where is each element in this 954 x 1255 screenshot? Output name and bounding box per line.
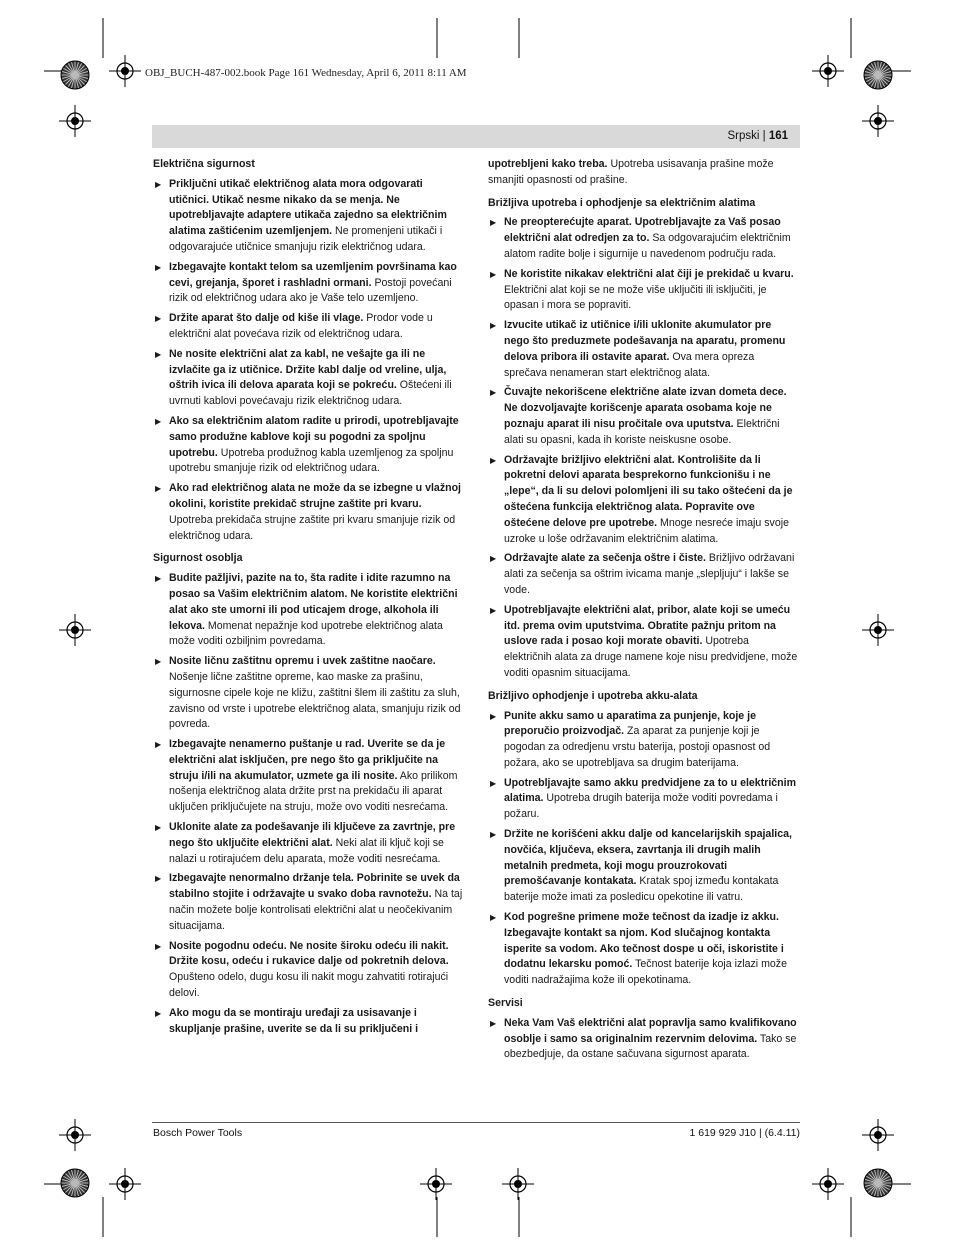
left-text-column — [153, 157, 464, 1041]
print-slug-line: OBJ_BUCH-487-002.book Page 161 Wednesday, April 6, 2011 8:11 AM — [145, 67, 467, 79]
footer-doc-code: 1 619 929 J10 | (6.4.11) — [689, 1127, 800, 1139]
page-number: 161 — [768, 130, 788, 142]
instruction-text: Ova mera opreza sprečava nenameran start električnog alata. — [504, 350, 755, 379]
bullet-arrow-icon: ▶ — [490, 218, 497, 228]
instruction-bold: Upotrebljavajte električni alat, pribor, alate koji se umeću itd. prema ovim uputstvima. Obratite pažnju pritom na uslove rada i posao koji morate obaviti. — [504, 603, 791, 648]
bullet-arrow-icon: ▶ — [155, 941, 162, 951]
bullet-arrow-icon: ▶ — [155, 657, 162, 667]
page-header-text — [727, 130, 788, 142]
bullet-arrow-icon: ▶ — [155, 823, 162, 833]
safety-instruction — [488, 267, 799, 314]
instruction-text: Momenat nepažnje kod upotrebe električnog alata može voditi ozbiljnim povredama. — [169, 619, 443, 648]
instruction-text: Tako se obezbedjuje, da ostane sačuvana sigurnost aparata. — [504, 1032, 797, 1061]
registration-dot — [432, 1180, 440, 1188]
bullet-arrow-icon: ▶ — [490, 830, 497, 840]
footer-publisher: Bosch Power Tools — [153, 1127, 243, 1139]
registration-dot — [874, 626, 882, 634]
safety-instruction — [488, 709, 799, 772]
instruction-text: Električni alat koji se ne može više uključiti ili isključiti, je opasan i mora se popraviti. — [504, 283, 767, 312]
bullet-arrow-icon: ▶ — [155, 314, 162, 324]
page-header-bar — [152, 125, 800, 148]
bullet-arrow-icon: ▶ — [490, 1018, 497, 1028]
instruction-bold: Izbegavajte nenormalno držanje tela. Pobrinite se uvek da stabilno stojite i održavajte u svako doba ravnotežu. — [169, 872, 460, 901]
instruction-bold: Neka Vam Vaš električni alat popravlja samo kvalifikovano osoblje i samo sa originalnim rezervnim delovima. — [504, 1016, 797, 1045]
instruction-text: Postoji povećani rizik od električnog udara ako je Vaše telo uzemljeno. — [169, 276, 452, 305]
instruction-bold: Ako mogu da se montiraju uređaji za usisavanje i skupljanje prašine, uverite se da li su priključeni i — [169, 1006, 419, 1035]
instruction-bold: Izbegavajte kontakt telom sa uzemljenim površinama kao cevi, grejanja, šporet i rashladni ormani. — [169, 260, 457, 289]
instruction-bold: Punite akku samo u aparatima za punjenje, koje je preporučio proizvodjač. — [504, 709, 756, 738]
instruction-bold: Nosite ličnu zaštitnu opremu i uvek zaštitne naočare. — [169, 655, 436, 668]
bullet-arrow-icon: ▶ — [155, 574, 162, 584]
instruction-bold: Ne preopterećujte aparat. Upotrebljavajte za Vaš posao električni alat odredjen za to. — [504, 216, 781, 245]
safety-instruction — [153, 311, 464, 343]
instruction-text: Upotreba usisavanja prašine može smanjiti opasnosti od prašine. — [488, 158, 774, 186]
instruction-bold: Ako rad električnog alata ne može da se izbegne u vlažnoj okolini, koristite prekidač strujne zaštite pri kvaru. — [169, 482, 462, 510]
registration-dot — [121, 1180, 129, 1188]
header-separator: | — [762, 130, 766, 142]
bullet-arrow-icon: ▶ — [490, 605, 497, 615]
safety-instruction — [488, 776, 799, 823]
instruction-text: Tečnost baterije koja izlazi može voditi nadražajima kože ili opekotinama. — [504, 958, 787, 987]
bullet-arrow-icon: ▶ — [490, 321, 497, 331]
bullet-arrow-icon: ▶ — [155, 349, 162, 359]
registration-dot — [71, 117, 79, 125]
registration-dot — [71, 626, 79, 634]
safety-instruction — [153, 481, 464, 544]
instruction-text: Upotreba električnih alata za druge namene koje nisu predvidjene, može voditi opasnim situacijama. — [504, 635, 798, 679]
bullet-arrow-icon: ▶ — [155, 416, 162, 426]
instruction-text: Brižljivo održavani alati za sečenja sa oštrim ivicama manje „slepljuju“ i lakše se vode. — [504, 552, 795, 596]
instruction-bold: Držite aparat što dalje od kiše ili vlage. — [169, 312, 364, 325]
safety-instruction — [488, 603, 799, 682]
bullet-arrow-icon: ▶ — [490, 455, 497, 465]
bullet-arrow-icon: ▶ — [490, 778, 497, 788]
safety-instruction — [488, 827, 799, 906]
registration-dot — [824, 1180, 832, 1188]
safety-instruction — [488, 1016, 799, 1063]
instruction-text: Električni alati su opasni, kada ih koriste neiskusne osobe. — [504, 417, 780, 446]
footer-rule — [152, 1122, 800, 1123]
safety-instruction — [153, 820, 464, 867]
safety-instruction — [153, 177, 464, 256]
instruction-text: Neki alat ili ključ koji se nalazi u rotirajućem delu aparata, može voditi nesrećama. — [169, 836, 444, 865]
instruction-bold: Priključni utikač električnog alata mora odgovarati utičnici. Utikač nesme nikako da se menja. Ne upotrebljavajte adaptere utikača zajedno sa električnim alatima zaštićenim uzemljenjem. — [169, 177, 447, 238]
header-language: Srpski — [727, 130, 760, 142]
registration-dot — [874, 1131, 882, 1139]
instruction-text: Na taj način možete bolje kontrolisati električni alat u neočekivanim situacijama. — [169, 888, 463, 932]
safety-instruction — [153, 939, 464, 1002]
instruction-bold: Izvucite utikač iz utičnice i/ili uklonite akumulator pre nego što preduzmete podešavanja na aparatu, promenu delova pribora ili ostavite aparat. — [504, 319, 786, 363]
safety-instruction — [153, 871, 464, 934]
instruction-continuation — [488, 157, 799, 189]
section-heading: Sigurnost osoblja — [153, 552, 243, 565]
instruction-text: Sa odgovarajućim električnim alatom radite bolje i sigurnije u navedenom području rada. — [504, 232, 791, 260]
instruction-bold: Budite pažljivi, pazite na to, šta radite i idite razumno na posao sa Vašim električnim alatom. Ne koristite električni alat ako ste umorni ili pod uticajem droge, alkohola ili lekova. — [169, 572, 458, 632]
bullet-arrow-icon: ▶ — [490, 554, 497, 564]
section-heading: Brižljiva upotreba i ophodjenje sa električnim alatima — [488, 196, 756, 209]
bullet-arrow-icon: ▶ — [490, 711, 497, 721]
instruction-text: Upotreba prekidača strujne zaštite pri kvaru smanjuje rizik od električnog udara. — [169, 513, 456, 542]
safety-instruction — [153, 737, 464, 816]
registration-dot — [514, 1180, 522, 1188]
registration-dot — [121, 67, 129, 75]
safety-instruction — [153, 347, 464, 410]
instruction-bold: Nosite pogodnu odeću. Ne nosite široku odeću ili nakit. Držite kosu, odeću i rukavice dalje od pokretnih delova. — [169, 939, 449, 968]
bullet-arrow-icon: ▶ — [490, 913, 497, 923]
bullet-arrow-icon: ▶ — [155, 262, 162, 272]
instruction-bold: Kod pogrešne primene može tečnost da izadje iz akku. Izbegavajte kontakt sa njom. Kod slučajnog kontakta isperite sa vodom. Ako tečnost dospe u oči, iskoristite i dodatnu lekarsku pomoć. — [504, 911, 784, 971]
registration-dot — [824, 67, 832, 75]
safety-instruction — [488, 385, 799, 448]
bullet-arrow-icon: ▶ — [155, 1008, 162, 1018]
right-text-column — [488, 157, 799, 1067]
instruction-text: Ako prilikom nošenja električnog alata držite prst na prekidaču ili aparat uključen priključujete na struju, može ovo voditi nesrećama. — [169, 769, 458, 814]
instruction-text: Upotreba drugih baterija može voditi povredama i požaru. — [504, 792, 778, 821]
instruction-bold: Izbegavajte nenamerno puštanje u rad. Uverite se da je električni alat isključen, pre nego što ga priključite na struju i/ili na akumulator, uzmete ga ili nosite. — [169, 738, 446, 782]
bullet-arrow-icon: ▶ — [155, 179, 162, 189]
registration-dot — [874, 117, 882, 125]
bullet-arrow-icon: ▶ — [155, 874, 162, 884]
instruction-bold: Držite ne korišćeni akku dalje od kancelarijskih spajalica, novčića, ključeva, eksera, zavrtanja ili drugih malih metalnih predmeta, koji mogu prouzrokovati premošćavanje kontakata. — [504, 828, 792, 888]
section-heading: Brižljivo ophodjenje i upotreba akku-alata — [488, 689, 698, 702]
instruction-bold: Održavajte alate za sečenja oštre i čiste. — [504, 552, 706, 565]
instruction-bold: Održavajte brižljivo električni alat. Kontrolišite da li pokretni delovi aparata besprekorno funkcionišu i ne „lepe“, da li su delovi polomljeni ili su tako oštećeni da je oštećena funkcija električnog alata. Popravite ove oštećene delove pre upotrebe. — [504, 453, 793, 529]
instruction-text: Upotreba produžnog kabla uzemljenog za spoljnu upotrebu smanjuje rizik od električnog udara. — [169, 446, 454, 475]
safety-instruction — [153, 1006, 464, 1038]
registration-dot — [71, 1131, 79, 1139]
instruction-bold: upotrebljeni kako treba. — [488, 158, 608, 170]
bullet-arrow-icon: ▶ — [155, 740, 162, 750]
safety-instruction — [488, 453, 799, 548]
bullet-arrow-icon: ▶ — [490, 269, 497, 279]
instruction-text: Za aparat za punjenje koji je pogodan za odredjenu vrstu baterija, postoji opasnost od požara, ako se upotrebljava sa drugim baterijama. — [504, 725, 771, 769]
safety-instruction — [153, 260, 464, 307]
bullet-arrow-icon: ▶ — [490, 388, 497, 398]
safety-instruction — [488, 215, 799, 262]
safety-instruction — [153, 654, 464, 733]
instruction-bold: Čuvajte nekorišcene električne alate izvan dometa dece. Ne dozvoljavajte korišcenje aparata osobama koje ne poznaju aparat ili nisu pročitale ova uputstva. — [504, 386, 787, 430]
safety-instruction — [488, 910, 799, 989]
instruction-text: Nošenje lične zaštitne opreme, kao maske za prašinu, sigurnosne cipele koje ne kližu, zaštitni šlem ili zaštitu za sluh, zavisno od vrste i upotrebe električnog alata, smanjuju rizik od povreda. — [169, 670, 461, 731]
section-heading: Servisi — [488, 997, 523, 1010]
safety-instruction — [488, 318, 799, 381]
instruction-text: Oštećeni ili uvrnuti kablovi povećavaju rizik električnog udara. — [169, 379, 452, 408]
instruction-bold: Uklonite alate za podešavanje ili ključeve za zavrtnje, pre nego što uključite električni alat. — [169, 821, 456, 849]
instruction-text: Kratak spoj između kontakata baterije može imati za posledicu opekotine ili vatru. — [504, 875, 779, 904]
instruction-bold: Ne koristite nikakav električni alat čiji je prekidač u kvaru. — [504, 267, 794, 280]
instruction-bold: Ako sa električnim alatom radite u prirodi, upotrebljavajte samo produžne kablove koji su pogodni za spoljnu upotrebu. — [169, 414, 459, 459]
bullet-arrow-icon: ▶ — [155, 484, 162, 494]
instruction-text: Mnoge nesreće imaju svoje uzroke u loše održavanim električnim alatima. — [504, 516, 789, 545]
instruction-bold: Upotrebljavajte samo akku predvidjene za to u električnim alatima. — [504, 776, 797, 805]
instruction-text: Opušteno odelo, dugu kosu ili nakit mogu zahvatiti rotirajući delovi. — [169, 971, 449, 1000]
safety-instruction — [153, 571, 464, 650]
instruction-bold: Ne nosite električni alat za kabl, ne vešajte ga ili ne izvlačite ga iz utičnice. Držite kabl dalje od vreline, ulja, oštrih ivica ili delova aparata koji se pokreću. — [169, 347, 447, 392]
safety-instruction — [153, 414, 464, 477]
instruction-text: Prodor vode u električni alat povećava rizik od električnog udara. — [169, 312, 433, 340]
safety-instruction — [488, 551, 799, 598]
section-heading: Električna sigurnost — [153, 158, 255, 170]
instruction-text: Ne promenjeni utikači i odgovarajuće utičnice smanjuju rizik električnog udara. — [169, 225, 443, 253]
